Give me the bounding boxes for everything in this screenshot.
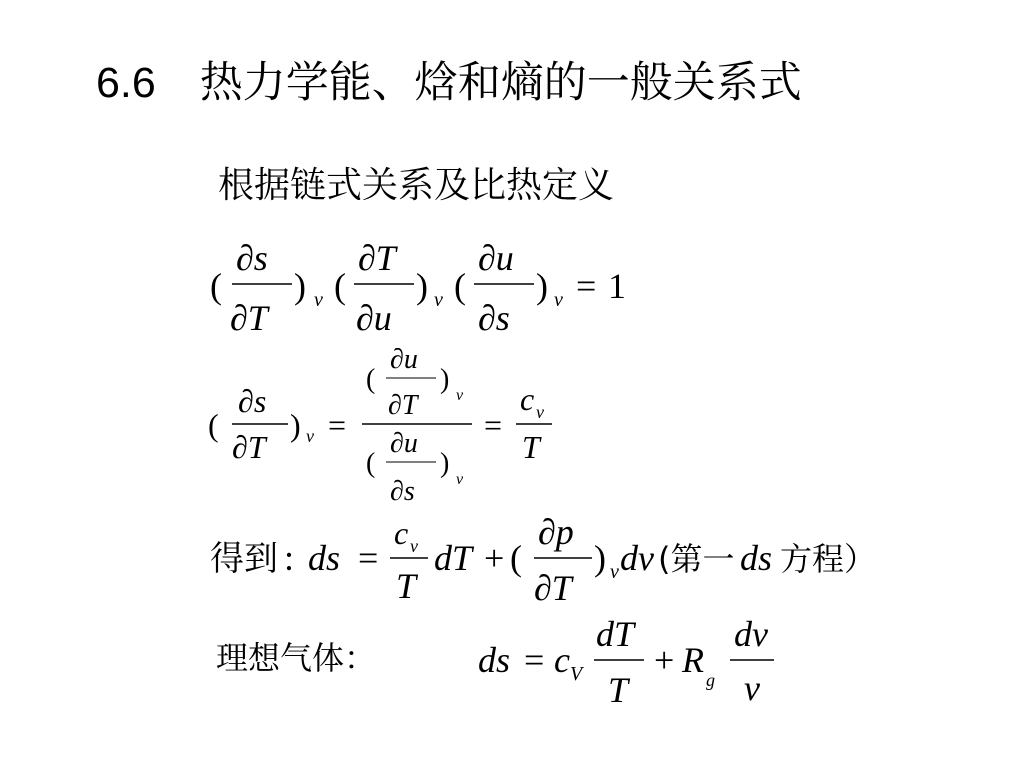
denominator: ∂s: [390, 476, 415, 507]
intro-text: 根据链式关系及比热定义: [218, 165, 615, 206]
lparen: (: [510, 538, 522, 578]
denominator: ∂T: [230, 298, 268, 338]
rparen: ): [440, 448, 450, 479]
specific-heat-c: c: [394, 515, 409, 551]
denominator-T: T: [608, 670, 629, 710]
dT-term: dT: [434, 538, 473, 578]
rparen: ): [294, 266, 306, 306]
numerator: ∂u: [390, 428, 418, 459]
subscript-v: v: [456, 387, 464, 404]
subscript-v: v: [610, 561, 619, 583]
rparen: ): [416, 266, 428, 306]
denominator-T: T: [522, 429, 540, 465]
subscript-v: v: [314, 289, 323, 311]
subscript-v: v: [536, 402, 544, 422]
denominator-v: v: [744, 668, 760, 708]
rparen: ): [536, 266, 548, 306]
subscript-v: v: [306, 426, 314, 446]
subscript-v: v: [410, 536, 418, 556]
result-label: 得到: [210, 539, 278, 579]
dv-term: dv: [620, 538, 654, 578]
note-close: 方程）: [780, 540, 877, 578]
equals-sign: =: [358, 538, 379, 578]
denominator: ∂s: [478, 298, 510, 338]
rparen: ): [440, 364, 450, 395]
entropy-temperature-equation: [200, 348, 600, 508]
gas-constant-R: R: [682, 640, 704, 680]
subscript-g: g: [706, 670, 715, 690]
ideal-gas-label: 理想气体：: [216, 639, 377, 677]
plus-sign: +: [654, 640, 675, 680]
lparen: (: [210, 266, 222, 306]
slide-title: [96, 58, 802, 108]
plus-sign: +: [484, 538, 505, 578]
numerator: ∂s: [236, 238, 268, 278]
denominator: ∂T: [388, 390, 418, 421]
colon: :: [284, 538, 295, 578]
subscript-v: v: [434, 289, 443, 311]
title-text: 热力学能、焓和熵的一般关系式: [199, 58, 802, 108]
numerator: ∂s: [238, 383, 267, 419]
numerator-dT: dT: [596, 614, 635, 654]
lparen: (: [334, 266, 346, 306]
equals-sign: =: [328, 407, 347, 443]
first-ds-equation: [200, 508, 900, 608]
equals-sign: =: [484, 407, 503, 443]
lparen: (: [208, 407, 219, 443]
equals-sign: =: [576, 266, 597, 306]
equals-sign: =: [524, 640, 545, 680]
lparen: (: [366, 364, 376, 395]
ideal-gas-equation: [470, 610, 800, 710]
denominator: ∂T: [232, 429, 266, 465]
note-open: (第一: [658, 540, 735, 578]
section-number: 6.6: [96, 59, 156, 107]
numerator-dv: dv: [734, 614, 768, 654]
subscript-v: v: [456, 471, 464, 488]
ds-term: ds: [308, 538, 341, 578]
specific-heat-c: c: [520, 381, 535, 417]
subscript-V: V: [570, 663, 583, 685]
chain-rule-equation: [200, 232, 660, 342]
specific-heat-c: c: [554, 640, 570, 680]
numerator: ∂p: [538, 512, 574, 552]
rparen: ): [290, 407, 301, 443]
value-one: 1: [608, 266, 626, 306]
denominator: ∂u: [356, 298, 392, 338]
numerator: ∂u: [390, 348, 418, 375]
lparen: (: [454, 266, 466, 306]
lparen: (: [366, 448, 376, 479]
rparen: ): [594, 538, 606, 578]
subscript-v: v: [554, 289, 563, 311]
numerator: ∂T: [358, 238, 396, 278]
ds-term: ds: [478, 640, 511, 680]
denominator-T: T: [396, 566, 417, 606]
numerator: ∂u: [478, 238, 514, 278]
note-ds: ds: [740, 538, 773, 578]
denominator: ∂T: [534, 568, 572, 608]
